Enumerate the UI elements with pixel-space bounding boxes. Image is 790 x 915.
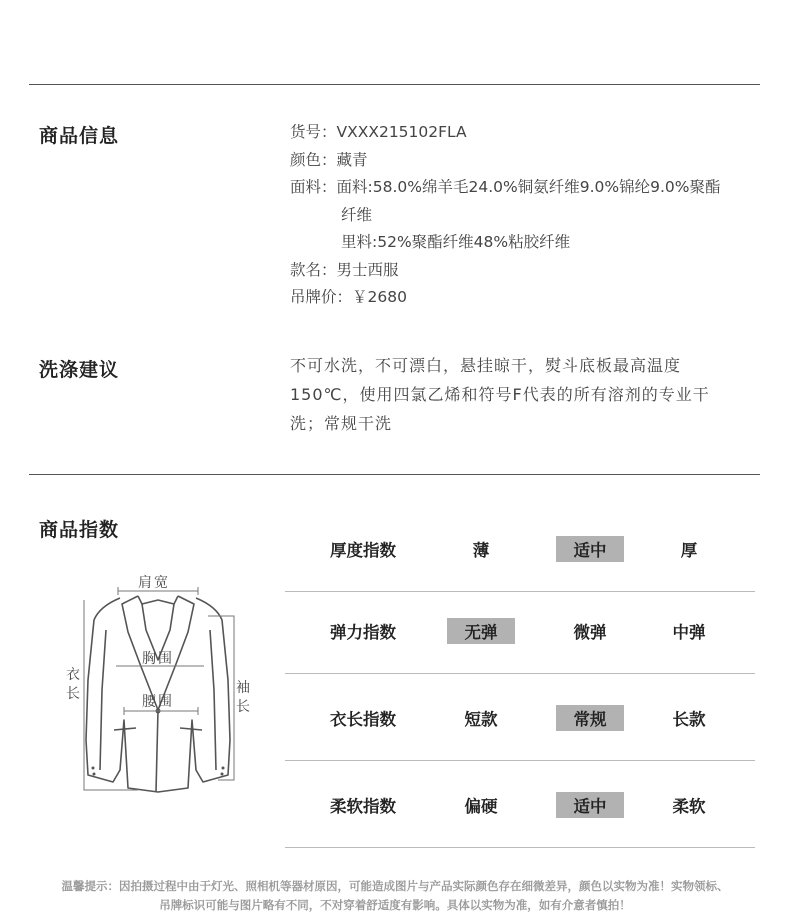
index-label: 弹力指数 (330, 622, 396, 642)
option-short: 短款 (464, 709, 498, 729)
index-row-softness (285, 761, 755, 848)
option-slight-stretch: 微弹 (573, 622, 607, 642)
sleeve-label-1: 袖 (236, 680, 250, 696)
product-info-title: 商品信息 (39, 125, 120, 147)
length-label-2: 长 (66, 686, 80, 702)
product-index-title: 商品指数 (39, 519, 120, 541)
sleeve-label-2: 长 (236, 699, 250, 715)
option-long: 长款 (672, 709, 706, 729)
fabric-row (290, 174, 720, 202)
jacket-icon (58, 570, 263, 800)
chest-label: 胸围 (142, 651, 174, 667)
length-label-1: 衣 (66, 667, 80, 683)
option-thin: 薄 (472, 540, 490, 560)
index-row-length (285, 674, 755, 761)
waist-label: 腰围 (142, 694, 174, 710)
option-no-stretch-selected: 无弹 (446, 587, 516, 674)
option-soft: 柔软 (672, 796, 706, 816)
index-row-thickness (285, 505, 755, 592)
row-separator (285, 847, 755, 848)
index-row-elasticity (285, 587, 755, 674)
fabric-line-1: 面料:58.0%绵羊毛24.0%铜氨纤维9.0%锦纶9.0%聚酯 (336, 178, 721, 196)
item-color: 颜色：藏青 (290, 150, 368, 169)
tag-price: 吊牌价：￥2680 (290, 288, 407, 306)
option-stiff: 偏硬 (464, 796, 498, 816)
index-label: 衣长指数 (330, 709, 396, 729)
top-divider (29, 84, 760, 85)
lining: 里料:52%聚酯纤维48%粘胶纤维 (341, 233, 571, 251)
washing-text: 不可水洗，不可漂白，悬挂晾干，熨斗底板最高温度150℃，使用四氯乙烯和符号F代表的所有溶剂的专业干洗；常规干洗 (290, 356, 710, 433)
fabric-line-2: 纤维 (341, 205, 373, 224)
notice-line-1: 温馨提示：因拍摄过程中由于灯光、照相机等器材原因，可能造成图片与产品实际颜色存在细微差异，颜色以实物为准！实物领标、 (61, 879, 729, 893)
option-moderate-selected: 适中 (555, 761, 625, 848)
option-thick: 厚 (680, 540, 698, 560)
style-name: 款名：男士西服 (290, 260, 399, 279)
fabric-label: 面料： (290, 178, 337, 196)
middle-divider (29, 474, 760, 475)
index-label: 柔软指数 (330, 796, 396, 816)
shoulder-width-label: 肩宽 (138, 575, 170, 591)
notice-line-2: 吊牌标识可能与图片略有不同，不对穿着舒适度有影响。具体以实物为准，如有介意者慎拍！ (159, 898, 631, 912)
index-label: 厚度指数 (330, 540, 396, 560)
option-regular-selected: 常规 (555, 674, 625, 761)
option-medium-stretch: 中弹 (672, 622, 706, 642)
option-medium-selected: 适中 (555, 505, 625, 592)
washing-title: 洗涤建议 (39, 359, 120, 381)
jacket-measurement-diagram (58, 570, 263, 800)
item-number: 货号：VXXX215102FLA (290, 123, 467, 141)
product-info-block (290, 119, 720, 312)
